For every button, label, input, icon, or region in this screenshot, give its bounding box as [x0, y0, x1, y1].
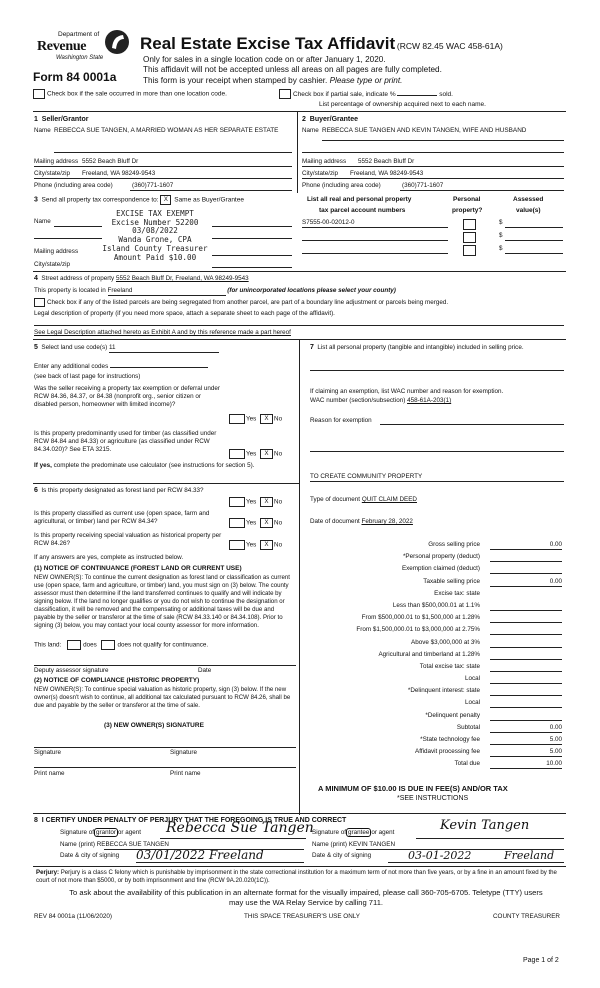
located-value[interactable]: Freeland	[108, 287, 226, 296]
does-not-label: does not qualify for continuance.	[117, 641, 209, 649]
tax-row	[300, 687, 566, 699]
grantee-name[interactable]: KEVIN TANGEN	[348, 841, 396, 848]
personal-header-1: Personal	[453, 196, 481, 203]
buyer-phone-label: Phone (including area code)	[302, 182, 381, 189]
notice1-text: NEW OWNER(S): To continue the current designation as forest land or classification as current use (open space, farm and agriculture, or timber) land, you must sign on (3) below. The county assessor must then determine if the land transferred continues to qualify and will indicate by signing below. If the land no longer qualifies or you do not wish to continue the designation or classification, it will be removed and the compensating or additional taxes will be due and payable by the seller or transferor at the time of sale (RCW 84.33.140 or 84.34.108). Prior to signing (3) below, you may contact your local county assessor for more information.	[34, 574, 290, 629]
tax-row	[300, 578, 566, 590]
sig-of-label: Signature of	[312, 829, 346, 836]
seller-heading-label: Seller/Grantor	[41, 116, 89, 123]
underline	[322, 140, 564, 141]
or-agent-label: or agent	[371, 829, 395, 836]
notice2-title: (2) NOTICE OF COMPLIANCE (HISTORIC PROPERTY)	[34, 677, 200, 684]
type-or-print: Please type or print.	[329, 76, 403, 85]
underline	[310, 481, 564, 482]
underline	[302, 152, 564, 153]
section-number: 8	[34, 817, 38, 824]
reason-label: Reason for exemption	[310, 417, 372, 424]
q2-answer	[229, 449, 282, 459]
section-number: 6	[34, 487, 38, 494]
seller-phone-label: Phone (including area code)	[34, 182, 113, 189]
no-label: No	[274, 541, 283, 549]
yes-label: Yes	[246, 450, 257, 458]
tax-row-label: From $500,000.01 to $1,500,000 at 1.28%	[361, 614, 480, 622]
seller-name-label: Name	[34, 127, 51, 134]
doc-type-row	[310, 496, 417, 504]
sec3-name-label: Name	[34, 218, 51, 225]
parcel-header-2: tax parcel account numbers	[319, 207, 406, 214]
tax-row-label: *Delinquent penalty	[425, 711, 480, 719]
same-as-buyer-checkbox[interactable]: X	[160, 195, 171, 205]
section-number: 2	[302, 116, 306, 123]
same-as-buyer-label: Same as Buyer/Grantee	[174, 196, 244, 204]
subtitle-2: This affidavit will not be accepted unless all areas on all pages are fully completed.	[143, 65, 442, 74]
sec3-mail-label: Mailing address	[34, 248, 79, 255]
underline	[136, 862, 304, 863]
located-label: This property is located in	[34, 287, 106, 294]
buyer-city-value[interactable]: Freeland, WA 98249-9543	[350, 170, 424, 177]
this-land-label: This land:	[34, 641, 62, 649]
grantee-city[interactable]: Freeland	[504, 849, 555, 862]
doc-date-label: Date of document	[310, 518, 360, 525]
form-number: Form 84 0001a	[33, 70, 117, 84]
tax-row	[300, 614, 566, 626]
street-address[interactable]: 5552 Beach Bluff Dr, Freeland, WA 98249-9543	[115, 275, 249, 282]
segregated-label: Check box if any of the listed parcels are being segregated from another parcel, are part of a boundary line adjustment or parcels being merged.	[47, 299, 449, 307]
date-city-label: Date & city of signing	[312, 852, 372, 859]
tax-row	[300, 565, 566, 577]
stamp-line: Excise Number 52200	[111, 217, 199, 227]
wac-value[interactable]: 458-61A-203(1)	[407, 397, 452, 404]
forest-question: Is this property designated as forest land per RCW 84.33?	[41, 487, 204, 494]
tax-row-label: Taxable selling price	[423, 577, 480, 585]
ownership-note: List percentage of ownership acquired next to each name.	[319, 101, 486, 108]
doc-type-value[interactable]: QUIT CLAIM DEED	[361, 496, 417, 503]
sec3-row	[34, 195, 244, 206]
seller-phone-value[interactable]: (360)771-1607	[132, 182, 174, 189]
yes-label: Yes	[246, 415, 257, 423]
legal-label: Legal description of property (if you need more space, attach a separate sheet to each page of the affidavit).	[34, 310, 335, 317]
underline	[54, 152, 292, 153]
yes-label: Yes	[246, 498, 257, 506]
no-label: No	[274, 415, 283, 423]
doc-date-row	[310, 518, 413, 526]
personal-checkbox[interactable]	[463, 232, 476, 243]
certify-text: I CERTIFY UNDER PENALTY OF PERJURY THAT THE FOREGOING IS TRUE AND CORRECT	[41, 817, 347, 824]
deputy-date-label: Date	[198, 667, 212, 674]
underline	[302, 253, 448, 254]
print-name-label: Print name	[170, 770, 201, 777]
perjury-note	[36, 869, 566, 885]
this-land-row	[34, 640, 208, 650]
q-forest-answer	[229, 497, 282, 507]
parcel-header-1: List all real and personal property	[307, 196, 412, 203]
grantor-date-city[interactable]: 03/01/2022 Freeland	[136, 848, 264, 862]
dollar-sign: $	[499, 245, 503, 252]
tax-row-value[interactable]	[490, 675, 562, 684]
tax-row-label: Agricultural and timberland at 1.28%	[378, 650, 480, 658]
wac-label: WAC number (section/subsection)	[310, 397, 406, 404]
section-number: 3	[34, 196, 38, 204]
revenue-logo-icon	[104, 28, 130, 56]
tax-row-value[interactable]: 5.00	[490, 748, 562, 757]
page-number: Page 1 of 2	[523, 957, 559, 964]
tax-row	[300, 736, 566, 748]
does-checkbox[interactable]	[67, 640, 81, 650]
assessed-field[interactable]	[505, 240, 563, 241]
tax-row-label: Gross selling price	[428, 541, 480, 548]
no-label: No	[274, 498, 283, 506]
yes-checkbox[interactable]	[229, 540, 245, 550]
underline	[34, 166, 292, 167]
multi-location-checkbox[interactable]	[33, 89, 45, 99]
grantor-name[interactable]: REBECCA SUE TANGEN	[96, 841, 169, 848]
dollar-sign: $	[499, 232, 503, 239]
county-treasurer-label: COUNTY TREASURER	[493, 913, 560, 920]
stamp-line: 03/08/2022	[132, 226, 178, 236]
tax-row-label: Local	[464, 675, 480, 683]
sig-of-label: Signature of	[60, 829, 94, 836]
seller-city-label: City/state/zip	[34, 170, 71, 177]
divider	[33, 483, 299, 484]
underline	[416, 838, 564, 839]
notice2-text: NEW OWNER(S): To continue special valuation as historic property, sign (3) below. If the new owner(s) doesn't wish to continue, all additional tax calculated pursuant to RCW 84.26, shall be due and payable by the seller or transferor at the time of sale.	[34, 686, 291, 709]
subtitle-1: Only for sales in a single location code on or after January 1, 2020.	[143, 55, 386, 64]
underline	[160, 838, 306, 839]
divider	[33, 813, 566, 814]
personal-header-2: property?	[452, 207, 483, 214]
if-yes-text: complete the predominate use calculator (see instructions for section 5).	[51, 462, 255, 469]
partial-sale-row	[279, 89, 453, 99]
grantor-date-row	[60, 852, 119, 860]
perjury-text: Perjury is a class C felony which is punishable by imprisonment in the state correctional institution for a maximum term of not more than five years, or by a fine in an amount fixed by the court of not more than $5000, or by both imprisonment and fine (RCW 9A.20.020(1C)).	[36, 869, 557, 885]
seller-mail-label: Mailing address	[34, 158, 79, 165]
buyer-phone-value[interactable]: (360)771-1607	[402, 182, 444, 189]
excise-exempt-stamp	[90, 210, 220, 262]
tax-row	[300, 712, 566, 724]
rev-number: REV 84 0001a (11/06/2020)	[34, 913, 112, 920]
minimum-due-note: A MINIMUM OF $10.00 IS DUE IN FEE(S) AND/OR TAX	[318, 784, 508, 793]
assessed-field[interactable]	[505, 227, 563, 228]
no-label: No	[274, 450, 283, 458]
tax-row-label: Excise tax: state	[434, 589, 480, 597]
underline	[212, 226, 292, 227]
grantor-signature[interactable]: Rebecca Sue Tangen	[166, 820, 314, 836]
underline	[302, 240, 448, 241]
notice1-title: (1) NOTICE OF CONTINUANCE (FOREST LAND OR CURRENT USE)	[34, 565, 242, 572]
grantee-sig-row	[312, 829, 394, 837]
divider	[33, 866, 566, 867]
tax-row-label: Subtotal	[456, 723, 480, 731]
underline	[302, 227, 448, 228]
underline	[34, 178, 292, 179]
stamp-line: EXCISE TAX EXEMPT	[116, 209, 194, 218]
tax-row	[300, 724, 566, 736]
personal-checkbox[interactable]	[463, 245, 476, 256]
sec4-row	[34, 275, 249, 284]
tax-row	[300, 651, 566, 663]
yes-checkbox[interactable]	[229, 497, 245, 507]
sec3-label: Send all property tax correspondence to:	[41, 196, 159, 204]
grantee-option[interactable]: grantee	[347, 829, 370, 836]
landuse-code[interactable]: 11	[109, 344, 219, 353]
yes-checkbox[interactable]	[229, 449, 245, 459]
tax-row	[300, 748, 566, 760]
grantee-date-row	[312, 852, 371, 860]
does-label: does	[83, 641, 97, 649]
additional-codes-label: Enter any additional codes	[34, 363, 109, 370]
tax-row-label: Local	[464, 699, 480, 707]
parcel-number[interactable]: S7555-00-02012-0	[302, 219, 355, 226]
underline	[34, 325, 564, 326]
wac-row	[310, 397, 451, 405]
buyer-name-value[interactable]: REBECCA SUE TANGEN AND KEVIN TANGEN, WIFE AND HUSBAND	[322, 127, 527, 134]
partial-sale-label: Check box if partial sale, indicate %	[293, 91, 396, 98]
sec3-city-label: City/state/zip	[34, 261, 71, 268]
tax-row	[300, 553, 566, 565]
sec5-q2: Is this property predominantly used for timber (as classified under RCW 84.84 and 84.33) or agriculture (as classified under RCW 84.34.020)? See ETA 3215.	[34, 430, 217, 454]
tax-row	[300, 639, 566, 651]
tax-row-value[interactable]: 0.00	[490, 724, 562, 733]
additional-codes-field[interactable]	[110, 361, 208, 368]
underline	[212, 255, 292, 256]
no-checkbox[interactable]: X	[260, 497, 273, 507]
underline	[388, 862, 564, 863]
notice3-title: (3) NEW OWNER(S) SIGNATURE	[104, 722, 204, 729]
underline	[34, 665, 296, 666]
signature-label: Signature	[34, 749, 61, 756]
tax-row-value[interactable]	[490, 651, 562, 660]
underline	[400, 190, 564, 191]
divider	[33, 271, 566, 272]
underline	[34, 747, 296, 748]
tax-row-label: Above $3,000,000 at 3%	[411, 638, 480, 646]
print-name-label: Print name	[34, 770, 65, 777]
alternate-format-note: To ask about the availability of this publication in an alternate format for the visually impaired, please call 360-705-6705. Teletype (TTY) users may use the WA Relay Service by calling 711.	[69, 888, 543, 908]
stamp-line: Amount Paid $10.00	[113, 252, 197, 262]
grantee-signature[interactable]: Kevin Tangen	[440, 818, 530, 833]
yes-label: Yes	[246, 519, 257, 527]
no-checkbox[interactable]: X	[260, 540, 273, 550]
section-number: 5	[34, 344, 38, 351]
tax-row	[300, 663, 566, 675]
section-number: 1	[34, 116, 38, 123]
divider	[33, 111, 566, 112]
personal-checkbox[interactable]	[463, 219, 476, 230]
tax-row-value[interactable]	[490, 663, 562, 672]
underline	[302, 166, 564, 167]
tax-row	[300, 675, 566, 687]
grantor-option[interactable]: grantor	[95, 829, 116, 836]
street-label: Street address of property	[41, 275, 115, 282]
tax-row	[300, 699, 566, 711]
underline	[212, 238, 292, 239]
subtitle-3	[143, 76, 402, 87]
tax-row	[300, 590, 566, 602]
doc-type-label: Type of document	[310, 496, 361, 503]
form-title-row	[140, 33, 503, 55]
dept-line1: Department of	[58, 31, 100, 38]
treasurer-use-label: THIS SPACE TREASURER'S USE ONLY	[244, 913, 360, 920]
no-checkbox[interactable]: X	[260, 449, 273, 459]
assessed-header-2: value(s)	[516, 207, 541, 214]
buyer-heading-label: Buyer/Grantee	[309, 116, 359, 123]
deputy-label: Deputy assessor signature	[34, 667, 109, 674]
doc-date-value[interactable]: February 28, 2022	[361, 518, 413, 525]
multi-location-row	[33, 89, 227, 99]
sec6-q2: Is this property classified as current use (open space, farm and agricultural, or timber) land per RCW 84.34?	[34, 510, 210, 526]
partial-pct-field[interactable]	[397, 89, 437, 96]
legal-value[interactable]: See Legal Description attached hereto as Exhibit A and by this reference made a part hereof	[34, 329, 291, 336]
tax-row-label: Exemption claimed (deduct)	[401, 565, 480, 573]
buyer-mail-value[interactable]: 5552 Beach Bluff Dr	[358, 158, 415, 165]
buyer-name-label: Name	[302, 127, 319, 134]
tax-row-label: Total excise tax: state	[419, 662, 480, 670]
tax-row-label: Affidavit processing fee	[415, 748, 480, 756]
see-back-note: (see back of last page for instructions)	[34, 373, 141, 380]
form-title: Real Estate Excise Tax Affidavit	[140, 34, 396, 53]
tax-row-value[interactable]	[490, 639, 562, 648]
section-number: 4	[34, 275, 38, 282]
yes-checkbox[interactable]	[229, 414, 245, 424]
see-instructions: *SEE INSTRUCTIONS	[397, 795, 469, 802]
tax-row-value[interactable]: 0.00	[490, 578, 562, 587]
landuse-label: Select land use code(s)	[41, 344, 108, 351]
underline	[380, 424, 564, 425]
buyer-heading	[302, 116, 358, 125]
tax-row-value[interactable]	[490, 626, 562, 635]
signature-label: Signature	[170, 749, 197, 756]
reason-value[interactable]: TO CREATE COMMUNITY PROPERTY	[310, 473, 423, 480]
tax-row-label: *State technology fee	[420, 736, 480, 743]
no-label: No	[274, 519, 283, 527]
segregated-checkbox[interactable]	[34, 298, 45, 307]
underline	[212, 267, 292, 268]
tax-row-label: *Delinquent interest: state	[407, 687, 480, 695]
underline	[130, 190, 292, 191]
seller-heading	[34, 116, 88, 125]
seller-name-value[interactable]: REBECCA SUE TANGEN, A MARRIED WOMAN AS HER SEPARATE ESTATE	[54, 127, 279, 134]
partial-sale-checkbox[interactable]	[279, 89, 291, 99]
no-checkbox[interactable]: X	[260, 414, 273, 424]
sec6-q1	[34, 487, 226, 496]
tax-row	[300, 760, 566, 772]
personal-property-label: List all personal property (tangible and intangible) included in selling price.	[317, 344, 524, 351]
tax-row-value[interactable]: 10.00	[490, 760, 562, 769]
grantee-name-row	[312, 841, 395, 849]
underline	[310, 370, 564, 371]
tax-table	[300, 541, 566, 773]
stamp-line: Wanda Grone, CPA	[118, 235, 192, 245]
grantor-sig-row	[60, 829, 141, 837]
additional-codes-row	[34, 361, 208, 371]
tax-row-label: From $1,500,000.01 to $3,000,000 at 2.75%	[356, 626, 480, 634]
tax-row-value[interactable]	[490, 699, 562, 708]
underline	[302, 178, 564, 179]
tax-row-value[interactable]	[490, 553, 562, 562]
segregated-row	[34, 298, 448, 307]
yes-checkbox[interactable]	[229, 518, 245, 528]
if-yes-note	[34, 462, 284, 470]
if-any-note: If any answers are yes, complete as instructed below.	[34, 554, 184, 561]
no-checkbox[interactable]: X	[260, 518, 273, 528]
q1-answer	[229, 414, 282, 424]
q-historic-answer	[229, 540, 282, 550]
underline	[310, 451, 564, 452]
tax-row	[300, 541, 566, 553]
q-current-use-answer	[229, 518, 282, 528]
multi-location-label: Check box if the sale occurred in more than one location code.	[47, 90, 227, 98]
receipt-text: This form is your receipt when stamped by cashier.	[143, 76, 330, 85]
perjury-bold: Perjury:	[36, 869, 60, 876]
assessed-header-1: Assessed	[513, 196, 544, 203]
tax-row-label: Total due	[454, 760, 480, 768]
sold-label: sold.	[439, 91, 453, 98]
form-title-cite: (RCW 82.45 WAC 458-61A)	[396, 41, 503, 51]
seller-city-value[interactable]: Freeland, WA 98249-9543	[82, 170, 156, 177]
sec7-label	[310, 344, 550, 353]
tax-row-value[interactable]	[490, 614, 562, 623]
dollar-sign: $	[499, 219, 503, 226]
tax-row-label: Less than $500,000.01 at 1.1%	[392, 601, 480, 609]
dept-line3: Washington State	[56, 55, 104, 61]
tax-row	[300, 602, 566, 614]
tax-row-value[interactable]	[490, 687, 562, 696]
grantee-date[interactable]: 03-01-2022	[408, 849, 472, 862]
yes-label: Yes	[246, 541, 257, 549]
tax-row-value[interactable]: 0.00	[490, 541, 562, 550]
exempt-label: If claiming an exemption, list WAC number and reason for exemption.	[310, 388, 504, 395]
unincorporated-note: (for unincorporated locations please select your county)	[227, 287, 396, 294]
if-yes-bold: If yes,	[34, 462, 52, 469]
tax-row-value[interactable]	[490, 712, 562, 721]
stamp-line: Island County Treasurer	[102, 243, 208, 253]
tax-row	[300, 626, 566, 638]
date-city-label: Date & city of signing	[60, 852, 120, 859]
underline	[34, 767, 296, 768]
buyer-mail-label: Mailing address	[302, 158, 347, 165]
located-row	[34, 287, 396, 296]
dept-line2: Revenue	[37, 39, 87, 54]
sec6-q3: Is this property receiving special valuation as historical property per RCW 84.26?	[34, 532, 222, 548]
sec5-q1: Was the seller receiving a property tax exemption or deferral under RCW 84.36, 84.37, or 84.38 (nonprofit org., senior citizen or disabled person, homeowner with limited income)?	[34, 385, 220, 409]
buyer-city-label: City/state/zip	[302, 170, 339, 177]
name-print-label: Name (print)	[312, 841, 347, 848]
name-print-label: Name (print)	[60, 841, 95, 848]
assessed-field[interactable]	[505, 253, 563, 254]
seller-mail-value[interactable]: 5552 Beach Bluff Dr	[82, 158, 139, 165]
tax-row-value[interactable]	[490, 565, 562, 574]
landuse-row	[34, 344, 219, 353]
does-not-checkbox[interactable]	[101, 640, 115, 650]
or-agent-label: or agent	[117, 829, 142, 836]
tax-row-value[interactable]	[490, 602, 562, 611]
tax-row-value[interactable]: 5.00	[490, 736, 562, 745]
divider	[297, 111, 298, 193]
tax-row-label: *Personal property (deduct)	[402, 553, 480, 561]
section-number: 7	[310, 344, 314, 351]
